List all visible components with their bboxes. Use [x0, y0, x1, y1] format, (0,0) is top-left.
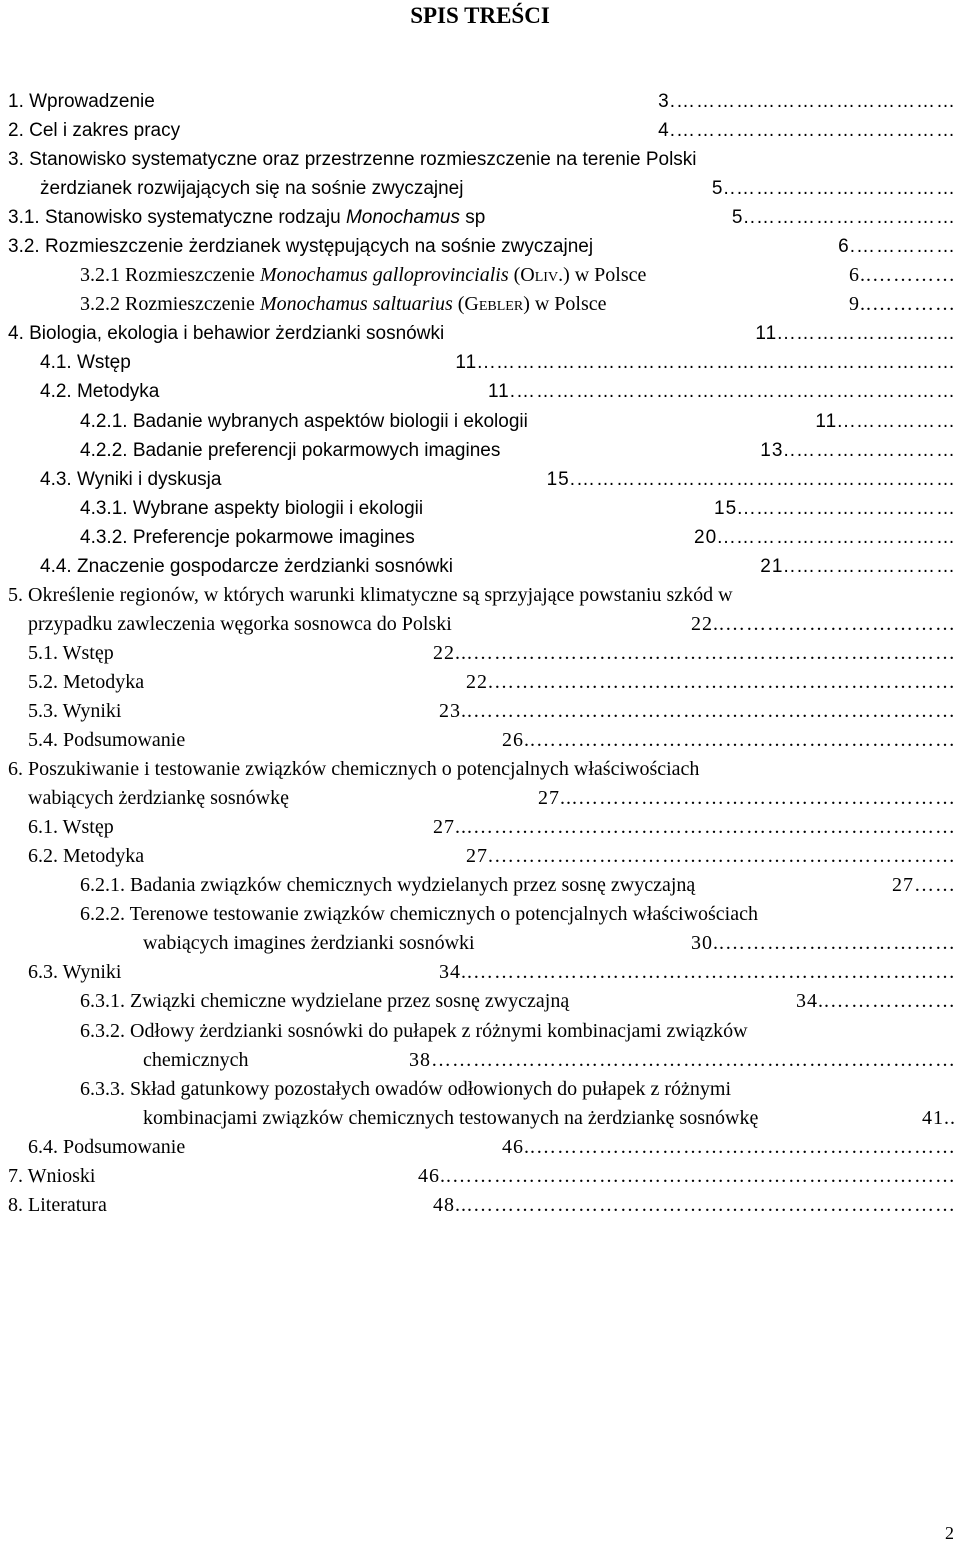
toc-entry [0, 1046, 960, 1075]
toc-leader-dots: ……………………………………………………..46 [502, 1135, 956, 1158]
toc-leader-dots: …………………………………………………………………38 [409, 1048, 956, 1071]
toc-leader-dots: ……………………………………………………..26 [502, 729, 956, 752]
toc-entry-text: żerdzianek rozwijających się na sośnie zwyczajnej [40, 178, 464, 200]
table-of-contents [0, 87, 960, 1220]
toc-entry-text: 3.2. Rozmieszczenie żerdzianek występujących na sośnie zwyczajnej [8, 236, 594, 258]
toc-page-number: .15 [546, 468, 576, 490]
toc-entry-text: (G [452, 293, 479, 316]
toc-entry [0, 232, 960, 261]
toc-page-number: ..13 [760, 439, 796, 461]
toc-entry [0, 348, 960, 377]
toc-page-number: ...27 [538, 787, 578, 810]
toc-entry-text: 3. Stanowisko systematyczne oraz przestrzenne rozmieszczenie na terenie Polski [8, 149, 697, 171]
toc-page-number: ..21 [760, 555, 796, 577]
toc-leader-dots: ……………………………..30 [691, 932, 956, 955]
toc-entry-text: 4. Biologia, ekologia i behawior żerdzianki sosnówki [8, 323, 445, 345]
toc-entry-text: 6.2.1. Badania związków chemicznych wydzielanych przez sosnę zwyczajną [80, 874, 696, 897]
toc-entry-title [28, 697, 123, 726]
toc-entry-title [143, 1104, 760, 1133]
toc-entry-text: 5.4. Podsumowanie [28, 729, 186, 752]
toc-entry [0, 319, 960, 348]
toc-entry-title [40, 174, 465, 203]
toc-entry-title [80, 290, 609, 319]
toc-entry [0, 697, 960, 726]
toc-entry [0, 929, 960, 958]
toc-entry-title [40, 348, 133, 377]
toc-entry-text: 4.2. Metodyka [40, 381, 160, 403]
toc-entry-title [80, 494, 425, 523]
toc-entry-title [8, 1191, 109, 1220]
toc-entry-text: 6.3.1. Związki chemiczne wydzielane przez sosnę zwyczajną [80, 990, 570, 1013]
toc-leader-dots: ……………………………...20 [694, 526, 956, 548]
toc-entry [0, 116, 960, 145]
toc-page-number: ...15 [714, 497, 756, 519]
toc-entry-text: 4.3. Wyniki i dyskusja [40, 468, 222, 490]
toc-entry-text: 3.2.2 Rozmieszczenie [80, 293, 260, 316]
toc-entry-text: 3.1. Stanowisko systematyczne rodzaju [8, 207, 346, 229]
toc-page-number: ...22 [433, 641, 473, 664]
toc-entry-title [8, 87, 157, 116]
toc-entry-title [80, 261, 648, 290]
toc-leader-dots: ……………………………..22 [691, 612, 956, 635]
toc-entry-title [80, 871, 697, 900]
toc-entry-text: przypadku zawleczenia węgorka sosnowca do Polski [28, 612, 452, 635]
toc-entry [0, 145, 960, 174]
toc-leader-dots: ……………………………………………………………...11 [455, 352, 956, 374]
toc-entry [0, 610, 960, 639]
toc-entry-text: Monochamus saltuarius [259, 293, 453, 316]
toc-entry [0, 871, 960, 900]
toc-leader-dots: ……………………………………………………………...22 [433, 641, 956, 664]
toc-entry [0, 987, 960, 1016]
page-title: SPIS TREŚCI [410, 3, 550, 28]
toc-entry-title [28, 1133, 187, 1162]
toc-entry [0, 1133, 960, 1162]
toc-leader-dots: ……………………..13 [760, 439, 956, 461]
toc-entry-title [28, 784, 291, 813]
toc-leader-dots: ……………………...11 [755, 323, 956, 345]
toc-leader-dots: ………………………………………………….15 [546, 468, 956, 490]
toc-entry [0, 842, 960, 871]
toc-page-number: .27 [466, 845, 494, 868]
toc-entry-title [40, 377, 161, 406]
toc-entry [0, 813, 960, 842]
toc-entry [0, 290, 960, 319]
toc-entry [0, 668, 960, 697]
toc-page-number: ..34 [796, 990, 830, 1013]
toc-leader-dots: ……………………………………………………………..23 [439, 699, 956, 722]
toc-page-number: ..6 [849, 264, 872, 287]
toc-entry-title [8, 232, 595, 261]
toc-entry-text: 6.4. Podsumowanie [28, 1135, 186, 1158]
toc-entry [0, 1104, 960, 1133]
toc-entry-text: 1. Wprowadzenie [8, 91, 155, 112]
toc-leader-dots: ………………………………………………...27 [538, 787, 956, 810]
toc-entry [0, 784, 960, 813]
toc-page-number: ..26 [502, 729, 536, 752]
toc-entry-text: Monochamus galloprovincialis [259, 264, 509, 287]
toc-entry-title [28, 610, 454, 639]
toc-entry-title [80, 987, 571, 1016]
toc-entry-text: 5.3. Wyniki [28, 699, 122, 722]
toc-leader-dots: …………………………...15 [714, 497, 956, 519]
toc-page-number: .4 [658, 120, 676, 142]
toc-entry-title [143, 1046, 251, 1075]
toc-entry [0, 465, 960, 494]
toc-entry-text: 6.3. Wyniki [28, 961, 122, 984]
toc-entry-text: 6.3.2. Odłowy żerdzianki sosnówki do pułapek z różnymi kombinacjami związków [80, 1019, 748, 1042]
toc-entry-text: 4.3.1. Wybrane aspekty biologii i ekologii [80, 497, 424, 519]
toc-leader-dots: ……………………………………………………………...27 [433, 816, 956, 839]
toc-page-number: ..5 [731, 207, 756, 229]
toc-leader-dots: ……27 [892, 874, 956, 897]
toc-leader-dots: …………..9 [849, 293, 956, 316]
toc-entry-title [8, 1162, 97, 1191]
toc-entry-text: 5. Określenie regionów, w których warunki klimatyczne są sprzyjające powstaniu szkód w [8, 583, 733, 606]
toc-entry-title [80, 407, 530, 436]
toc-entry-text: 5.2. Metodyka [28, 670, 145, 693]
toc-leader-dots: ……………………..21 [760, 555, 956, 577]
toc-entry [0, 377, 960, 406]
toc-entry-title [8, 116, 182, 145]
toc-page-number: ..34 [439, 961, 473, 984]
toc-page-number: ...27 [433, 816, 473, 839]
toc-page-number: .6 [838, 236, 856, 258]
toc-entry-title [28, 958, 123, 987]
toc-entry-title [28, 668, 146, 697]
toc-entry [0, 1191, 960, 1220]
toc-leader-dots: ………………………………………………………….27 [466, 845, 956, 868]
toc-entry-title [8, 755, 701, 784]
toc-leader-dots: ……………………………..5 [711, 178, 956, 200]
toc-entry-title [8, 203, 487, 232]
toc-entry-text: kombinacjami związków chemicznych testowanych na żerdziankę sosnówkę [143, 1106, 759, 1129]
toc-entry [0, 436, 960, 465]
toc-entry [0, 494, 960, 523]
toc-page-number: ...11 [815, 410, 856, 432]
toc-entry-title [8, 319, 446, 348]
toc-entry-text: 3.2.1 Rozmieszczenie [80, 264, 260, 287]
toc-entry-text: 8. Literatura [8, 1193, 107, 1216]
toc-entry-title [28, 639, 116, 668]
toc-entry-text: LIV [534, 270, 559, 286]
toc-entry-text: wabiących żerdziankę sosnówkę [28, 787, 289, 810]
toc-page-number: ..46 [502, 1135, 536, 1158]
toc-entry-text: 6. Poszukiwanie i testowanie związków chemicznych o potencjalnych właściwościach [8, 758, 700, 781]
toc-leader-dots: …………………………………….3 [658, 91, 956, 112]
toc-leader-dots: ……………...11 [815, 410, 956, 432]
toc-entry-text: (O [508, 264, 535, 287]
toc-leader-dots [764, 1104, 956, 1133]
toc-leader-dots: …………………………..5 [731, 207, 956, 229]
toc-entry [0, 958, 960, 987]
toc-entry-text: 4.4. Znaczenie gospodarcze żerdzianki sosnówki [40, 555, 453, 577]
toc-page-number: ...20 [694, 526, 736, 548]
toc-leader-dots: …………..6 [849, 264, 956, 287]
toc-page-number: ..30 [691, 932, 725, 955]
toc-page-number: ...11 [755, 323, 796, 345]
toc-entry-title [40, 552, 455, 581]
toc-page-number: ..41 [922, 1106, 956, 1129]
toc-entry-title [40, 465, 223, 494]
page-number: 2 [945, 1523, 954, 1543]
toc-entry-text: 7. Wnioski [8, 1164, 96, 1187]
toc-entry [0, 639, 960, 668]
toc-entry [0, 1162, 960, 1191]
toc-leader-dots: …………….6 [838, 236, 956, 258]
toc-page-number: .22 [466, 670, 494, 693]
toc-leader-dots: ………………………………………………………………..46 [418, 1164, 956, 1187]
toc-entry-text: 2. Cel i zakres pracy [8, 120, 181, 142]
toc-entry-text: Monochamus [345, 207, 460, 229]
toc-entry-text: 6.3.3. Skład gatunkowy pozostałych owadów odłowionych do pułapek z różnymi [80, 1077, 731, 1100]
toc-entry-title [28, 813, 116, 842]
toc-entry [0, 1017, 960, 1046]
toc-entry-text: 6.2.2. Terenowe testowanie związków chemicznych o potencjalnych właściwościach [80, 903, 758, 926]
toc-entry-text: 4.2.1. Badanie wybranych aspektów biologii i ekologii [80, 410, 528, 432]
toc-entry-text: 4.1. Wstęp [40, 352, 131, 374]
toc-entry [0, 203, 960, 232]
toc-entry-title [143, 929, 477, 958]
toc-entry-title [8, 581, 735, 610]
toc-page-number: ..5 [711, 178, 736, 200]
toc-page-number: .11 [487, 381, 516, 403]
toc-leader-dots: ……………………………………………………………..34 [439, 961, 956, 984]
toc-entry-title [80, 900, 760, 929]
toc-entry [0, 261, 960, 290]
toc-entry-title [8, 145, 699, 174]
toc-page-number: 27 [892, 874, 914, 897]
toc-entry-text: .) w Polsce [558, 264, 647, 287]
toc-entry-text: 6.2. Metodyka [28, 845, 145, 868]
toc-entry [0, 755, 960, 784]
toc-entry-title [80, 1017, 750, 1046]
toc-entry-text: 5.1. Wstęp [28, 641, 114, 664]
toc-entry-text: 4.3.2. Preferencje pokarmowe imagines [80, 526, 415, 548]
toc-leader-dots: ………………………………………………………….22 [466, 670, 956, 693]
toc-entry-text: wabiących imagines żerdzianki sosnówki [143, 932, 475, 955]
toc-entry [0, 174, 960, 203]
toc-page-number: ..22 [691, 612, 725, 635]
toc-entry-title [28, 726, 187, 755]
toc-page-number: .3 [658, 91, 676, 112]
toc-leader-dots: ………………..34 [796, 990, 956, 1013]
toc-entry [0, 900, 960, 929]
toc-entry [0, 726, 960, 755]
toc-leader-dots: ……………………………………………………………...48 [433, 1193, 956, 1216]
toc-entry-text: chemicznych [143, 1048, 249, 1071]
toc-page-number: ..9 [849, 293, 872, 316]
toc-leader-dots: ………………………………………………………….11 [487, 381, 956, 403]
toc-entry [0, 552, 960, 581]
toc-entry-text: EBLER [478, 299, 524, 315]
toc-leader-dots: …………………………………….4 [658, 120, 956, 142]
toc-page-number: ...11 [455, 352, 496, 374]
toc-entry [0, 87, 960, 116]
toc-entry-text: ) w Polsce [523, 293, 607, 316]
toc-entry-title [80, 436, 502, 465]
toc-page-number: ...48 [433, 1193, 473, 1216]
toc-page-number: ..23 [439, 699, 473, 722]
toc-page-number: 38 [409, 1048, 431, 1071]
toc-entry [0, 407, 960, 436]
toc-entry [0, 1075, 960, 1104]
toc-entry-text: 6.1. Wstęp [28, 816, 114, 839]
toc-page-number: ..46 [418, 1164, 452, 1187]
toc-entry-title [80, 523, 417, 552]
toc-entry [0, 523, 960, 552]
toc-entry-title [80, 1075, 733, 1104]
toc-entry [0, 581, 960, 610]
toc-entry-title [28, 842, 146, 871]
toc-entry-text: sp [460, 207, 486, 229]
toc-entry-text: 4.2.2. Badanie preferencji pokarmowych imagines [80, 439, 501, 461]
